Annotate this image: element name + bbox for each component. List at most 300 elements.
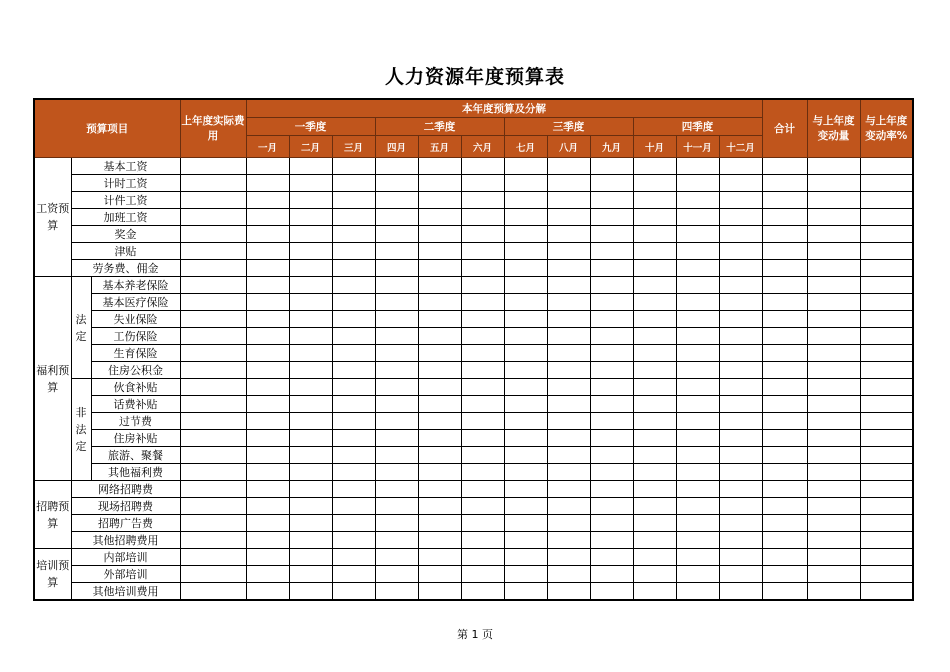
value-cell[interactable] [590,277,633,294]
value-cell[interactable] [461,158,504,175]
value-cell[interactable] [676,532,719,549]
value-cell[interactable] [547,192,590,209]
value-cell[interactable] [289,532,332,549]
value-cell[interactable] [719,243,762,260]
value-cell[interactable] [719,532,762,549]
value-cell[interactable] [246,158,289,175]
value-cell[interactable] [418,413,461,430]
value-cell[interactable] [504,532,547,549]
value-cell[interactable] [590,260,633,277]
value-cell[interactable] [762,396,807,413]
value-cell[interactable] [676,328,719,345]
value-cell[interactable] [633,311,676,328]
value-cell[interactable] [762,464,807,481]
value-cell[interactable] [676,498,719,515]
value-cell[interactable] [504,498,547,515]
value-cell[interactable] [332,447,375,464]
value-cell[interactable] [860,515,913,532]
value-cell[interactable] [461,430,504,447]
value-cell[interactable] [246,226,289,243]
value-cell[interactable] [590,158,633,175]
value-cell[interactable] [332,345,375,362]
value-cell[interactable] [418,362,461,379]
value-cell[interactable] [504,175,547,192]
value-cell[interactable] [461,481,504,498]
value-cell[interactable] [289,277,332,294]
value-cell[interactable] [180,566,246,583]
value-cell[interactable] [375,192,418,209]
value-cell[interactable] [547,294,590,311]
value-cell[interactable] [676,396,719,413]
value-cell[interactable] [375,379,418,396]
value-cell[interactable] [590,294,633,311]
value-cell[interactable] [807,549,860,566]
value-cell[interactable] [860,294,913,311]
value-cell[interactable] [461,413,504,430]
value-cell[interactable] [461,294,504,311]
value-cell[interactable] [547,532,590,549]
value-cell[interactable] [504,549,547,566]
value-cell[interactable] [590,175,633,192]
value-cell[interactable] [332,209,375,226]
value-cell[interactable] [633,396,676,413]
value-cell[interactable] [418,481,461,498]
value-cell[interactable] [332,566,375,583]
value-cell[interactable] [504,566,547,583]
value-cell[interactable] [762,549,807,566]
value-cell[interactable] [246,209,289,226]
value-cell[interactable] [332,294,375,311]
value-cell[interactable] [590,464,633,481]
value-cell[interactable] [180,209,246,226]
value-cell[interactable] [504,413,547,430]
value-cell[interactable] [180,345,246,362]
value-cell[interactable] [332,430,375,447]
value-cell[interactable] [461,566,504,583]
value-cell[interactable] [860,243,913,260]
value-cell[interactable] [461,345,504,362]
value-cell[interactable] [762,209,807,226]
value-cell[interactable] [180,430,246,447]
value-cell[interactable] [633,413,676,430]
value-cell[interactable] [289,447,332,464]
value-cell[interactable] [246,413,289,430]
value-cell[interactable] [719,413,762,430]
value-cell[interactable] [762,175,807,192]
value-cell[interactable] [762,481,807,498]
value-cell[interactable] [676,549,719,566]
value-cell[interactable] [246,464,289,481]
value-cell[interactable] [719,396,762,413]
value-cell[interactable] [547,209,590,226]
value-cell[interactable] [375,175,418,192]
value-cell[interactable] [547,430,590,447]
value-cell[interactable] [504,209,547,226]
value-cell[interactable] [719,515,762,532]
value-cell[interactable] [676,345,719,362]
value-cell[interactable] [676,515,719,532]
value-cell[interactable] [590,413,633,430]
value-cell[interactable] [418,294,461,311]
value-cell[interactable] [633,362,676,379]
value-cell[interactable] [289,345,332,362]
value-cell[interactable] [418,277,461,294]
value-cell[interactable] [762,362,807,379]
value-cell[interactable] [762,345,807,362]
value-cell[interactable] [180,396,246,413]
value-cell[interactable] [246,498,289,515]
value-cell[interactable] [180,413,246,430]
value-cell[interactable] [860,175,913,192]
value-cell[interactable] [547,413,590,430]
value-cell[interactable] [418,549,461,566]
value-cell[interactable] [180,311,246,328]
value-cell[interactable] [461,362,504,379]
value-cell[interactable] [547,583,590,601]
value-cell[interactable] [332,413,375,430]
value-cell[interactable] [676,226,719,243]
value-cell[interactable] [633,549,676,566]
value-cell[interactable] [860,430,913,447]
value-cell[interactable] [418,328,461,345]
value-cell[interactable] [461,192,504,209]
value-cell[interactable] [504,294,547,311]
value-cell[interactable] [762,430,807,447]
value-cell[interactable] [860,566,913,583]
value-cell[interactable] [762,158,807,175]
value-cell[interactable] [418,583,461,601]
value-cell[interactable] [762,192,807,209]
value-cell[interactable] [246,481,289,498]
value-cell[interactable] [807,464,860,481]
value-cell[interactable] [375,158,418,175]
value-cell[interactable] [375,277,418,294]
value-cell[interactable] [719,158,762,175]
value-cell[interactable] [860,158,913,175]
value-cell[interactable] [860,362,913,379]
value-cell[interactable] [719,192,762,209]
value-cell[interactable] [807,175,860,192]
value-cell[interactable] [719,345,762,362]
value-cell[interactable] [504,192,547,209]
value-cell[interactable] [590,583,633,601]
value-cell[interactable] [289,515,332,532]
value-cell[interactable] [762,277,807,294]
value-cell[interactable] [633,209,676,226]
value-cell[interactable] [547,175,590,192]
value-cell[interactable] [461,209,504,226]
value-cell[interactable] [807,260,860,277]
value-cell[interactable] [807,362,860,379]
value-cell[interactable] [418,515,461,532]
value-cell[interactable] [246,549,289,566]
value-cell[interactable] [719,379,762,396]
value-cell[interactable] [180,277,246,294]
value-cell[interactable] [633,566,676,583]
value-cell[interactable] [762,328,807,345]
value-cell[interactable] [180,192,246,209]
value-cell[interactable] [807,481,860,498]
value-cell[interactable] [246,294,289,311]
value-cell[interactable] [180,583,246,601]
value-cell[interactable] [547,396,590,413]
value-cell[interactable] [860,498,913,515]
value-cell[interactable] [180,515,246,532]
value-cell[interactable] [762,583,807,601]
value-cell[interactable] [719,498,762,515]
value-cell[interactable] [180,328,246,345]
value-cell[interactable] [547,464,590,481]
value-cell[interactable] [762,243,807,260]
value-cell[interactable] [418,396,461,413]
value-cell[interactable] [461,277,504,294]
value-cell[interactable] [504,345,547,362]
value-cell[interactable] [180,464,246,481]
value-cell[interactable] [289,583,332,601]
value-cell[interactable] [633,158,676,175]
value-cell[interactable] [807,226,860,243]
value-cell[interactable] [590,498,633,515]
value-cell[interactable] [246,379,289,396]
value-cell[interactable] [289,294,332,311]
value-cell[interactable] [461,175,504,192]
value-cell[interactable] [289,430,332,447]
value-cell[interactable] [246,243,289,260]
value-cell[interactable] [332,532,375,549]
value-cell[interactable] [807,396,860,413]
value-cell[interactable] [676,566,719,583]
value-cell[interactable] [504,583,547,601]
value-cell[interactable] [246,260,289,277]
value-cell[interactable] [547,515,590,532]
value-cell[interactable] [719,430,762,447]
value-cell[interactable] [860,396,913,413]
value-cell[interactable] [180,294,246,311]
value-cell[interactable] [676,464,719,481]
value-cell[interactable] [807,311,860,328]
value-cell[interactable] [676,277,719,294]
value-cell[interactable] [762,498,807,515]
value-cell[interactable] [860,447,913,464]
value-cell[interactable] [461,226,504,243]
value-cell[interactable] [807,498,860,515]
value-cell[interactable] [504,481,547,498]
value-cell[interactable] [332,379,375,396]
value-cell[interactable] [807,243,860,260]
value-cell[interactable] [246,430,289,447]
value-cell[interactable] [633,192,676,209]
value-cell[interactable] [461,464,504,481]
value-cell[interactable] [676,192,719,209]
value-cell[interactable] [807,345,860,362]
value-cell[interactable] [375,447,418,464]
value-cell[interactable] [719,260,762,277]
value-cell[interactable] [633,532,676,549]
value-cell[interactable] [590,430,633,447]
value-cell[interactable] [807,532,860,549]
value-cell[interactable] [246,447,289,464]
value-cell[interactable] [860,260,913,277]
value-cell[interactable] [547,481,590,498]
value-cell[interactable] [807,566,860,583]
value-cell[interactable] [762,447,807,464]
value-cell[interactable] [418,158,461,175]
value-cell[interactable] [590,515,633,532]
value-cell[interactable] [289,379,332,396]
value-cell[interactable] [461,498,504,515]
value-cell[interactable] [807,294,860,311]
value-cell[interactable] [418,430,461,447]
value-cell[interactable] [504,277,547,294]
value-cell[interactable] [332,243,375,260]
value-cell[interactable] [418,209,461,226]
value-cell[interactable] [461,311,504,328]
value-cell[interactable] [180,243,246,260]
value-cell[interactable] [719,447,762,464]
value-cell[interactable] [375,226,418,243]
value-cell[interactable] [676,158,719,175]
value-cell[interactable] [633,345,676,362]
value-cell[interactable] [860,379,913,396]
value-cell[interactable] [180,447,246,464]
value-cell[interactable] [762,532,807,549]
value-cell[interactable] [676,430,719,447]
value-cell[interactable] [633,294,676,311]
value-cell[interactable] [633,328,676,345]
value-cell[interactable] [332,175,375,192]
value-cell[interactable] [332,328,375,345]
value-cell[interactable] [289,498,332,515]
value-cell[interactable] [590,481,633,498]
value-cell[interactable] [332,226,375,243]
value-cell[interactable] [860,311,913,328]
value-cell[interactable] [676,175,719,192]
value-cell[interactable] [504,226,547,243]
value-cell[interactable] [676,413,719,430]
value-cell[interactable] [375,566,418,583]
value-cell[interactable] [289,209,332,226]
value-cell[interactable] [590,447,633,464]
value-cell[interactable] [676,243,719,260]
value-cell[interactable] [807,379,860,396]
value-cell[interactable] [246,192,289,209]
value-cell[interactable] [180,498,246,515]
value-cell[interactable] [375,498,418,515]
value-cell[interactable] [719,209,762,226]
value-cell[interactable] [461,260,504,277]
value-cell[interactable] [633,447,676,464]
value-cell[interactable] [547,260,590,277]
value-cell[interactable] [246,328,289,345]
value-cell[interactable] [418,464,461,481]
value-cell[interactable] [289,192,332,209]
value-cell[interactable] [289,549,332,566]
value-cell[interactable] [461,328,504,345]
value-cell[interactable] [461,447,504,464]
value-cell[interactable] [375,549,418,566]
value-cell[interactable] [246,583,289,601]
value-cell[interactable] [590,192,633,209]
value-cell[interactable] [375,430,418,447]
value-cell[interactable] [332,549,375,566]
value-cell[interactable] [762,566,807,583]
value-cell[interactable] [633,260,676,277]
value-cell[interactable] [418,192,461,209]
value-cell[interactable] [633,430,676,447]
value-cell[interactable] [332,260,375,277]
value-cell[interactable] [418,243,461,260]
value-cell[interactable] [332,277,375,294]
value-cell[interactable] [375,413,418,430]
value-cell[interactable] [375,396,418,413]
value-cell[interactable] [246,362,289,379]
value-cell[interactable] [676,583,719,601]
value-cell[interactable] [180,379,246,396]
value-cell[interactable] [418,345,461,362]
value-cell[interactable] [375,260,418,277]
value-cell[interactable] [504,447,547,464]
value-cell[interactable] [807,277,860,294]
value-cell[interactable] [633,498,676,515]
value-cell[interactable] [246,175,289,192]
value-cell[interactable] [418,311,461,328]
value-cell[interactable] [860,413,913,430]
value-cell[interactable] [590,549,633,566]
value-cell[interactable] [860,277,913,294]
value-cell[interactable] [590,226,633,243]
value-cell[interactable] [504,396,547,413]
value-cell[interactable] [633,277,676,294]
value-cell[interactable] [289,566,332,583]
value-cell[interactable] [676,447,719,464]
value-cell[interactable] [676,294,719,311]
value-cell[interactable] [719,294,762,311]
value-cell[interactable] [332,481,375,498]
value-cell[interactable] [676,362,719,379]
value-cell[interactable] [807,413,860,430]
value-cell[interactable] [719,464,762,481]
value-cell[interactable] [719,566,762,583]
value-cell[interactable] [719,481,762,498]
value-cell[interactable] [633,226,676,243]
value-cell[interactable] [676,311,719,328]
value-cell[interactable] [461,583,504,601]
value-cell[interactable] [633,175,676,192]
value-cell[interactable] [375,311,418,328]
value-cell[interactable] [504,379,547,396]
value-cell[interactable] [418,260,461,277]
value-cell[interactable] [246,515,289,532]
value-cell[interactable] [180,362,246,379]
value-cell[interactable] [676,260,719,277]
value-cell[interactable] [676,379,719,396]
value-cell[interactable] [860,226,913,243]
value-cell[interactable] [633,481,676,498]
value-cell[interactable] [289,396,332,413]
value-cell[interactable] [461,379,504,396]
value-cell[interactable] [289,175,332,192]
value-cell[interactable] [246,396,289,413]
value-cell[interactable] [246,566,289,583]
value-cell[interactable] [807,328,860,345]
value-cell[interactable] [590,396,633,413]
value-cell[interactable] [590,311,633,328]
value-cell[interactable] [762,515,807,532]
value-cell[interactable] [547,379,590,396]
value-cell[interactable] [375,294,418,311]
value-cell[interactable] [180,481,246,498]
value-cell[interactable] [418,226,461,243]
